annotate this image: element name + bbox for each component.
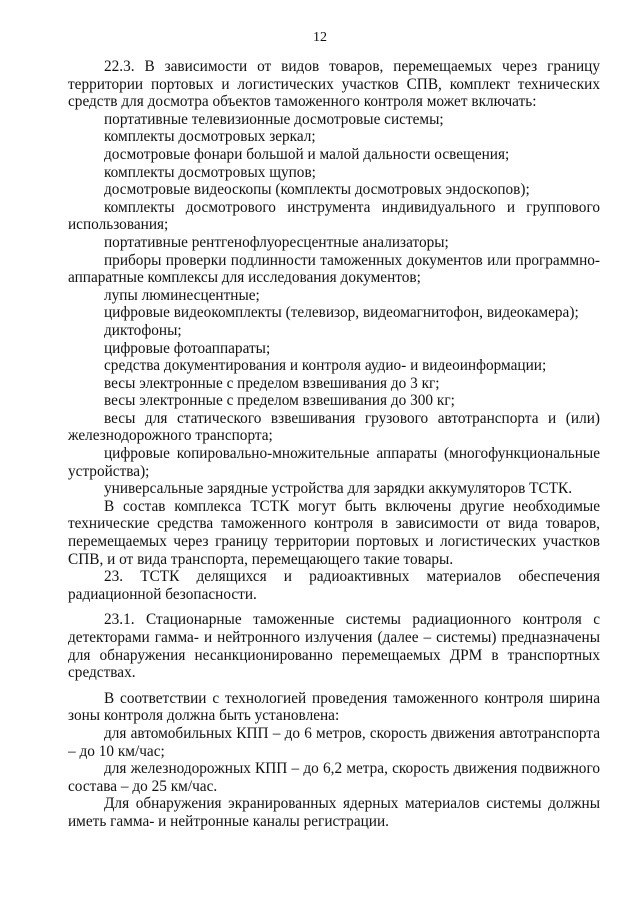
page-number: 12 [313, 30, 327, 45]
list-item: средства документирования и контроля аудио- и видеоинформации; [104, 357, 547, 375]
list-item: лупы люминесцентные; [104, 286, 260, 304]
list-item: комплекты досмотровых щупов; [104, 163, 316, 181]
spacer [68, 603, 600, 611]
list-item: цифровые видеокомплекты (телевизор, видеомагнитофон, видеокамера); [104, 304, 579, 322]
spacer [68, 682, 600, 690]
paragraph-22-3: 22.3. В зависимости от видов товаров, перемещаемых через границу территории портовых и логистических участков СПВ, комплект технических средств для досмотра объектов таможенного контроля может включать: [68, 58, 600, 111]
list-item: весы электронные с пределом взвешивания до 300 кг; [104, 392, 455, 410]
rail-checkpoint-item: для железнодорожных КПП – до 6,2 метра, скорость движения подвижного состава – до 25 км/час. [68, 760, 600, 795]
list-item: диктофоны; [104, 321, 182, 339]
tstk-composition-paragraph: В состав комплекса ТСТК могут быть включены другие необходимые технические средства таможенного контроля в зависимости от вида товаров, перемещаемых через границу территории портовых и логистических участков СПВ, и от вида транспорта, перемещающего такие товары. [68, 497, 600, 568]
list-item: досмотровые видеоскопы (комплекты досмотровых эндоскопов); [104, 181, 530, 199]
list-item: цифровые копировально-множительные аппараты (многофункциональные устройства); [68, 445, 600, 480]
list-item: весы для статического взвешивания грузового автотранспорта и (или) железнодорожного транспорта; [68, 409, 600, 445]
list-item: комплекты досмотровых зеркал; [104, 128, 316, 146]
list-item: портативные телевизионные досмотровые системы; [104, 110, 444, 128]
section-23-heading: 23. ТСТК делящихся и радиоактивных материалов обеспечения радиационной безопасности. [68, 568, 600, 603]
list-item: досмотровые фонари большой и малой дальности освещения; [104, 145, 510, 163]
road-checkpoint-item: для автомобильных КПП – до 6 метров, скорость движения автотранспорта – до 10 км/час; [68, 724, 600, 760]
paragraph-23-1: 23.1. Стационарные таможенные системы радиационного контроля с детекторами гамма- и нейтронного излучения (далее – системы) предназначены для обнаружения несанкционированно перемещаемых ДРМ в транспортных средствах. [68, 611, 600, 682]
list-item: комплекты досмотрового инструмента индивидуального и группового использования; [68, 198, 600, 234]
shielded-materials-paragraph: Для обнаружения экранированных ядерных материалов системы должны иметь гамма- и нейтронные каналы регистрации. [68, 795, 600, 830]
control-zone-paragraph: В соответствии с технологией проведения таможенного контроля ширина зоны контроля должна быть установлена: [68, 689, 600, 725]
document-body [68, 58, 600, 831]
list-item: весы электронные с пределом взвешивания до 3 кг; [104, 374, 440, 392]
list-item: цифровые фотоаппараты; [104, 339, 271, 357]
list-item: приборы проверки подлинности таможенных документов или программно-аппаратные комплексы для исследования документов; [68, 251, 600, 287]
list-item: универсальные зарядные устройства для зарядки аккумуляторов ТСТК. [104, 480, 573, 498]
list-item: портативные рентгенофлуоресцентные анализаторы; [104, 233, 449, 251]
